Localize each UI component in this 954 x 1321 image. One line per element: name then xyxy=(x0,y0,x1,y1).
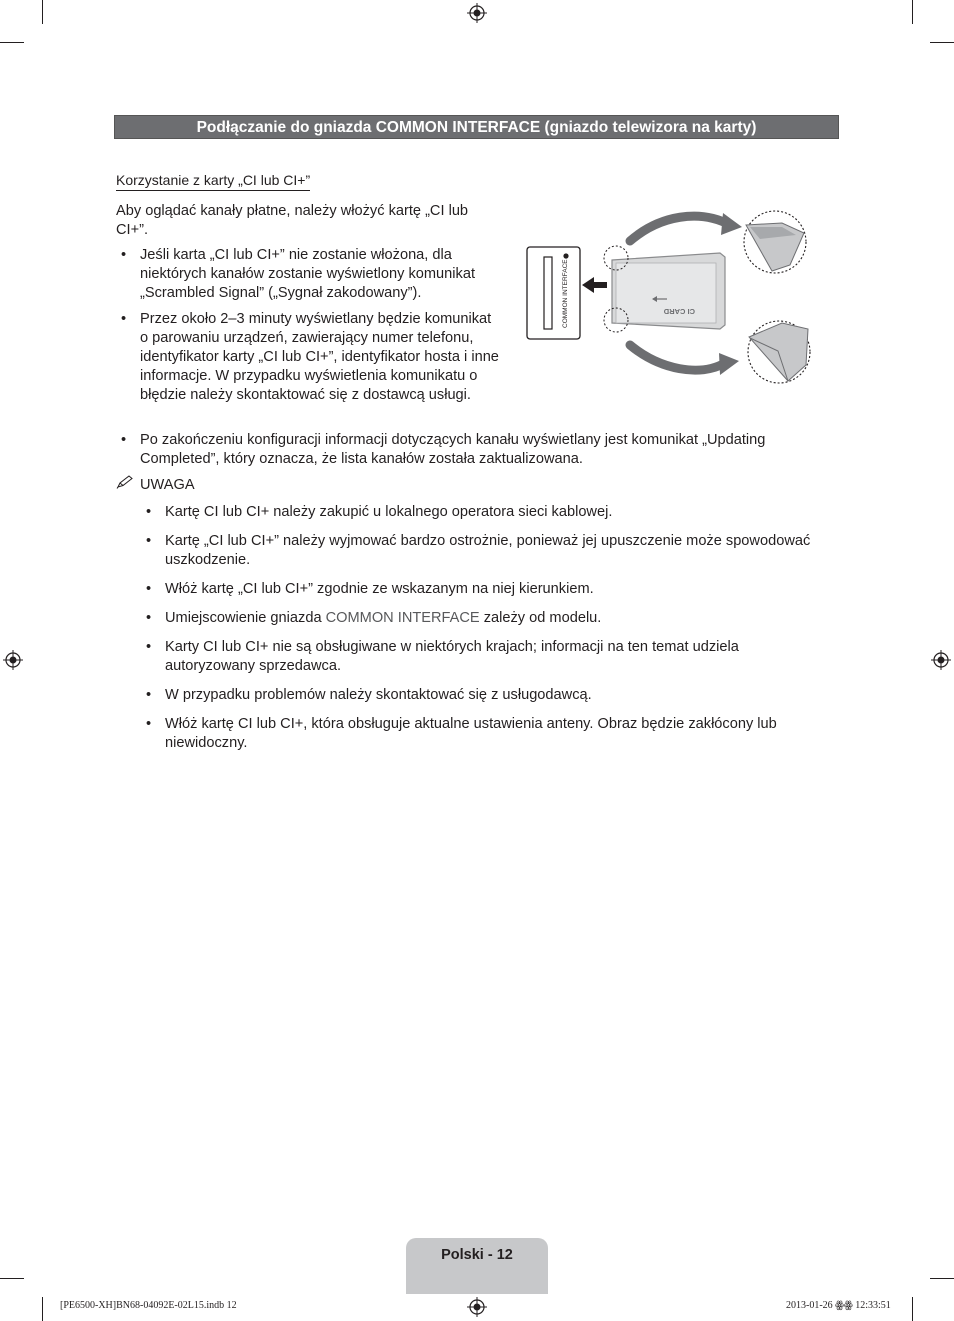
list-item-post: zależy od modelu. xyxy=(479,610,602,626)
card-slot xyxy=(544,257,552,329)
note-list xyxy=(141,503,811,763)
zoom-arrow-top xyxy=(630,216,730,241)
crop-mark xyxy=(912,1297,913,1321)
bullet-list-top xyxy=(116,246,500,412)
page-number-tab: Polski - 12 xyxy=(406,1238,548,1294)
card-label: CI CARD xyxy=(663,307,695,316)
note-heading xyxy=(116,475,195,495)
highlight-term: COMMON INTERFACE xyxy=(325,610,480,626)
registration-mark-icon xyxy=(467,3,487,23)
list-item: • Karty CI lub CI+ nie są obsługiwane w niektórych krajach; informacji na ten temat udziela autoryzowany sprzedawca. xyxy=(141,638,811,676)
insert-arrow-icon xyxy=(582,277,607,293)
note-title: UWAGA xyxy=(140,477,195,493)
file-slug: [PE6500-XH]BN68-04092E-02L15.indb 12 xyxy=(60,1300,237,1311)
crop-mark xyxy=(42,1297,43,1321)
crop-mark xyxy=(42,0,43,24)
subheading: Korzystanie z karty „CI lub CI+” xyxy=(116,171,310,191)
intro-paragraph: Aby oglądać kanały płatne, należy włożyć kartę „CI lub CI+”. xyxy=(116,203,469,238)
list-item: • Po zakończeniu konfiguracji informacji dotyczących kanału wyświetlany jest komunikat „Updating Completed”, który oznacza, że lista kanałów została zaktualizowana. xyxy=(116,431,806,469)
registration-mark-icon xyxy=(467,1297,487,1317)
pencil-icon xyxy=(116,475,140,495)
slot-label: COMMON INTERFACE xyxy=(562,259,569,328)
section-header: Podłączanie do gniazda COMMON INTERFACE (gniazdo telewizora na karty) xyxy=(114,115,839,139)
list-item: • Włóż kartę „CI lub CI+” zgodnie ze wskazanym na niej kierunkiem. xyxy=(141,580,811,599)
list-item: • Kartę „CI lub CI+” należy wyjmować bardzo ostrożnie, ponieważ jej upuszczenie może spowodować uszkodzenie. xyxy=(141,532,811,570)
ci-card-illustration xyxy=(520,205,820,387)
crop-mark xyxy=(930,1278,954,1279)
crop-mark xyxy=(912,0,913,24)
list-item-pre: Umiejscowienie gniazda xyxy=(165,610,326,626)
registration-mark-icon xyxy=(931,650,951,670)
bullet-list-full xyxy=(116,431,806,476)
crop-mark xyxy=(0,42,24,43)
list-item: • Przez około 2–3 minuty wyświetlany będzie komunikat o parowaniu urządzeń, zawierający numer telefonu, identyfikator karty „CI lub CI+”, identyfikator hosta i inne informacje. W przypadku wyświetlenia komunikatu o błędzie należy skontaktować się z dostawcą usługi. xyxy=(116,310,500,405)
print-timestamp: 2013-01-26 ꙮꙮ 12:33:51 xyxy=(786,1300,891,1311)
list-item xyxy=(141,609,811,628)
crop-mark xyxy=(930,42,954,43)
list-item: • Kartę CI lub CI+ należy zakupić u lokalnego operatora sieci kablowej. xyxy=(141,503,811,522)
registration-mark-icon xyxy=(3,650,23,670)
list-item: • W przypadku problemów należy skontaktować się z usługodawcą. xyxy=(141,686,811,705)
list-item: • Włóż kartę CI lub CI+, która obsługuje aktualne ustawienia anteny. Obraz będzie zakłócony lub niewidoczny. xyxy=(141,715,811,753)
tv-slot-panel xyxy=(527,247,580,339)
list-item: • Jeśli karta „CI lub CI+” nie zostanie włożona, dla niektórych kanałów zostanie wyświetlony komunikat „Scrambled Signal” („Sygnał zakodowany”). xyxy=(116,246,500,303)
slot-indicator-icon xyxy=(563,253,568,258)
crop-mark xyxy=(0,1278,24,1279)
zoom-arrow-bottom xyxy=(630,345,725,370)
